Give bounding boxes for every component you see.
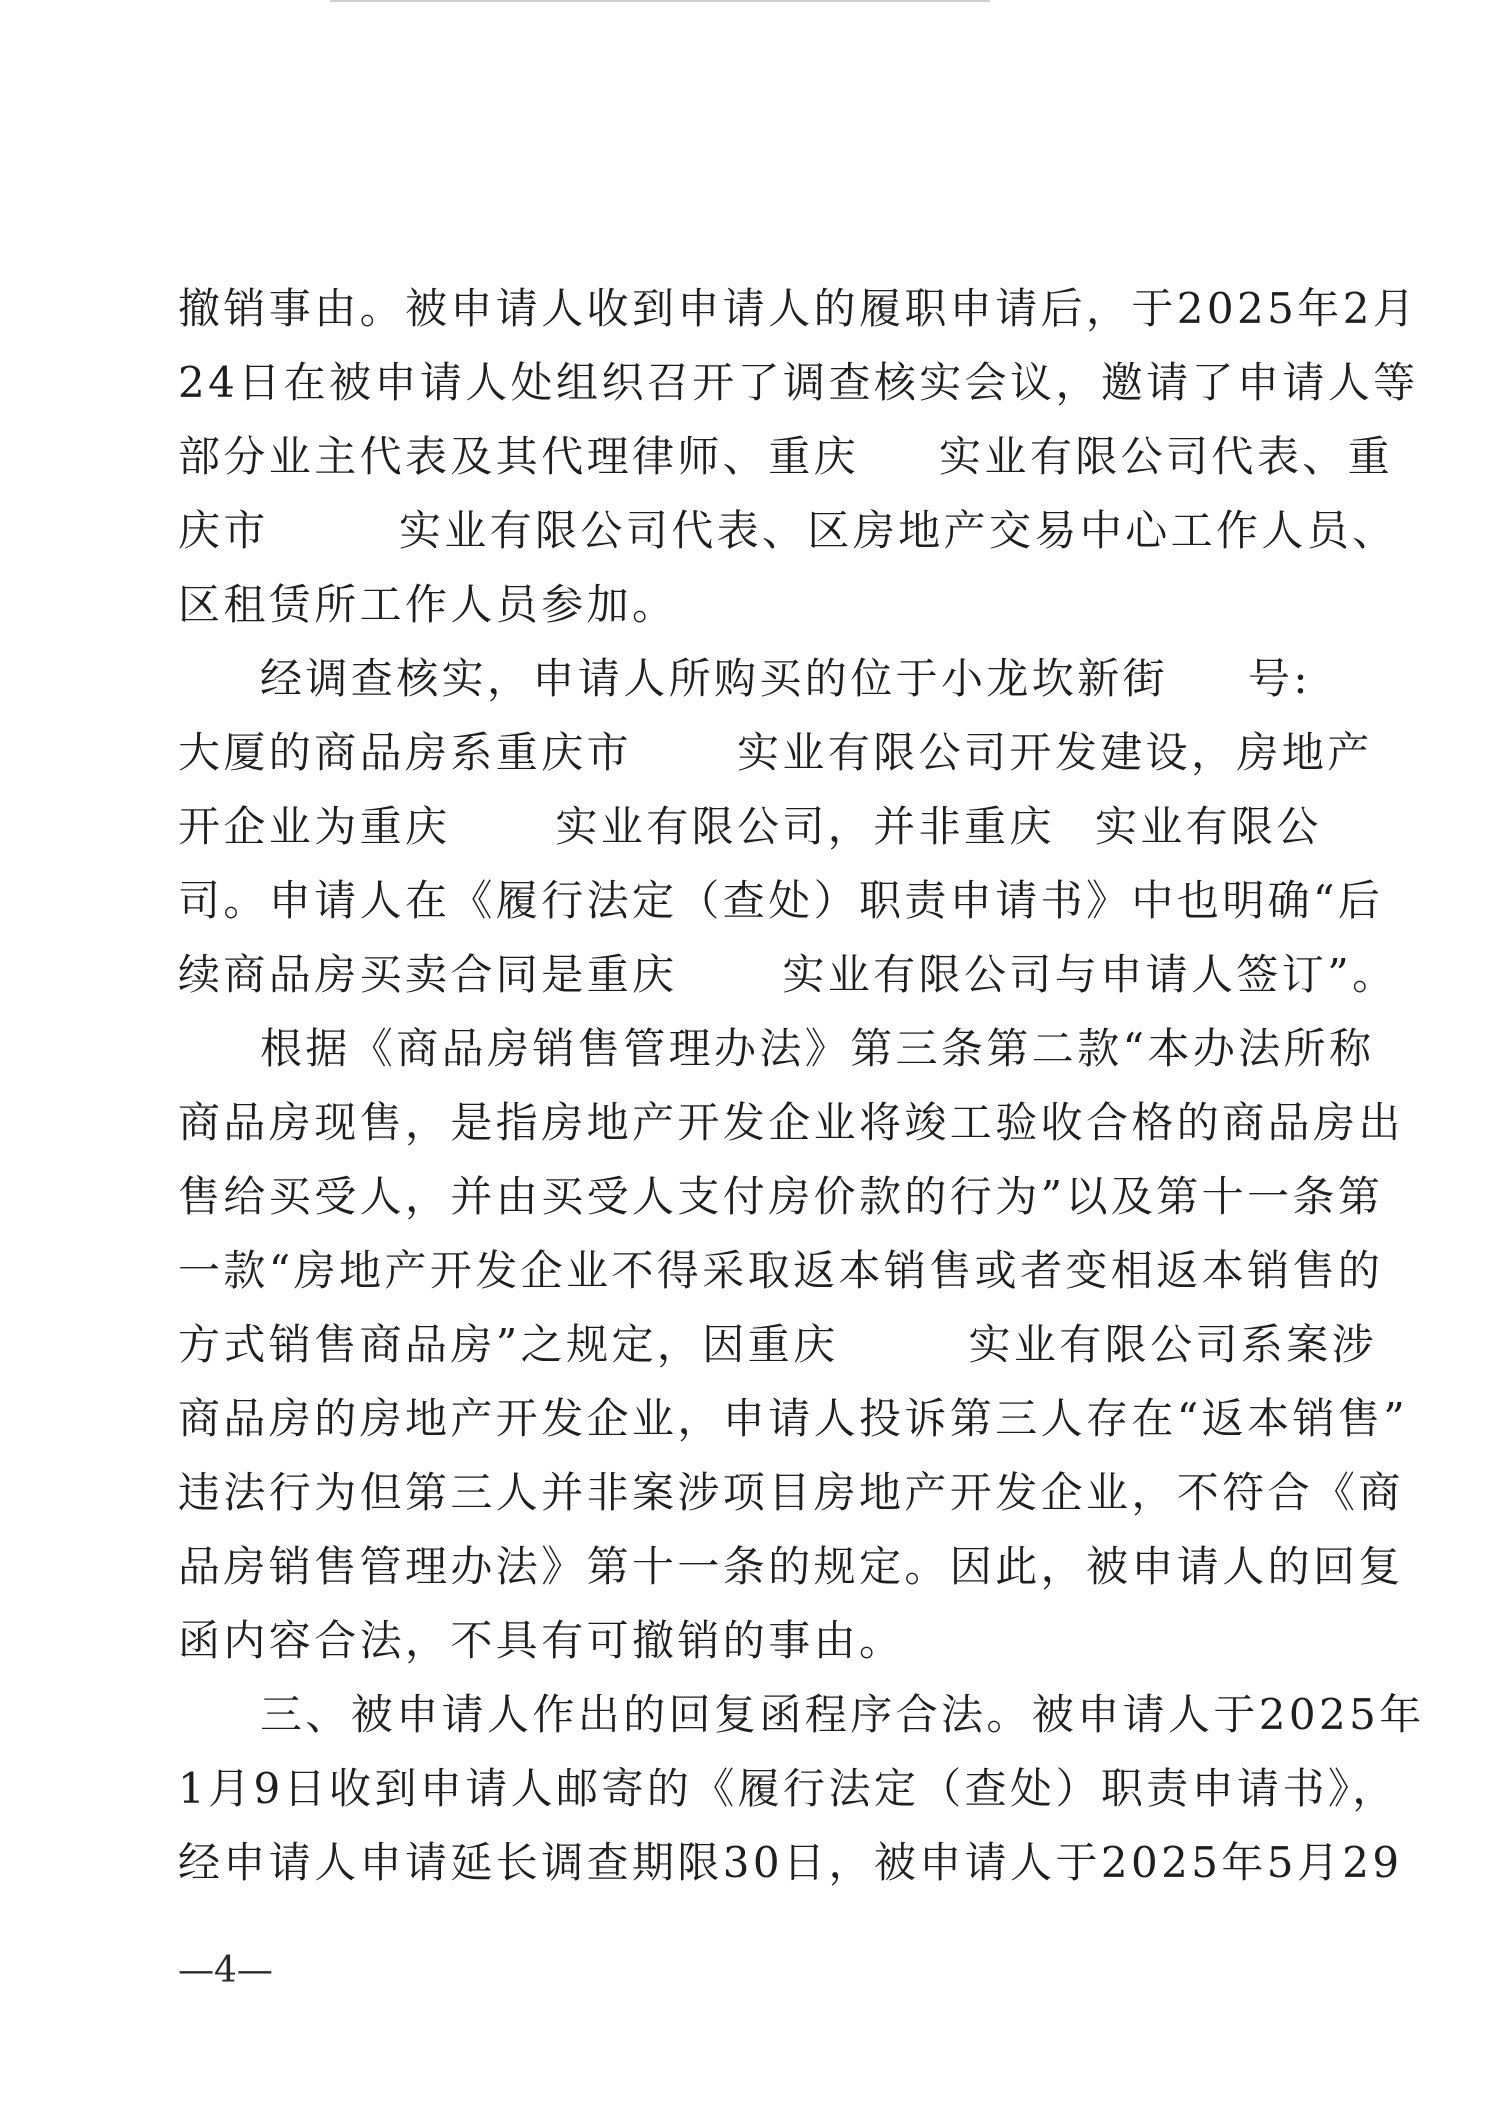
scan-edge: [330, 0, 990, 2]
paragraph-1-line-4: 庆市 实业有限公司代表、区房地产交易中心工作人员、: [178, 506, 1398, 555]
paragraph-3-line-1: 根据《商品房销售管理办法》第三条第二款“本办法所称: [260, 1024, 1375, 1073]
paragraph-3-line-7: 违法行为但第三人并非案涉项目房地产开发企业，不符合《商: [178, 1468, 1404, 1517]
paragraph-2-line-1: 经调查核实，申请人所购买的位于小龙坎新街 号:: [260, 654, 1311, 703]
paragraph-3-line-3: 售给买受人，并由买受人支付房价款的行为”以及第十一条第: [178, 1172, 1384, 1221]
paragraph-1-line-1: 撤销事由。被申请人收到申请人的履职申请后，于2025年2月: [178, 284, 1419, 333]
paragraph-3-line-8: 品房销售管理办法》第十一条的规定。因此，被申请人的回复: [178, 1542, 1404, 1591]
paragraph-4-line-2: 1月9日收到申请人邮寄的《履行法定（查处）职责申请书》，: [178, 1764, 1398, 1813]
paragraph-2-line-2: 大厦的商品房系重庆市 实业有限公司开发建设，房地产: [178, 728, 1373, 777]
paragraph-2-line-3: 开企业为重庆 实业有限公司，并非重庆 实业有限公: [178, 802, 1322, 851]
document-body: [178, 272, 1425, 1900]
paragraph-2-line-4: 司。申请人在《履行法定（查处）职责申请书》中也明确“后: [178, 876, 1384, 925]
paragraph-3-line-4: 一款“房地产开发企业不得采取返本销售或者变相返本销售的: [178, 1246, 1384, 1295]
paragraph-1-line-2: 24日在被申请人处组织召开了调查核实会议，邀请了申请人等: [178, 358, 1419, 407]
paragraph-1-line-5: 区租赁所工作人员参加。: [178, 580, 678, 629]
paragraph-4-line-3: 经申请人申请延长调查期限30日，被申请人于2025年5月29: [178, 1838, 1403, 1887]
paragraph-3-line-6: 商品房的房地产开发企业，申请人投诉第三人存在“返本销售”: [178, 1394, 1409, 1443]
paragraph-2-line-5: 续商品房买卖合同是重庆 实业有限公司与申请人签订”。: [178, 950, 1398, 999]
paragraph-3-line-9: 函内容合法，不具有可撤销的事由。: [178, 1616, 905, 1665]
paragraph-4-line-1: 三、被申请人作出的回复函程序合法。被申请人于2025年: [260, 1690, 1425, 1739]
paragraph-1-line-3: 部分业主代表及其代理律师、重庆 实业有限公司代表、重: [178, 432, 1394, 481]
paragraph-3-line-2: 商品房现售，是指房地产开发企业将竣工验收合格的商品房出: [178, 1098, 1404, 1147]
page-number: —4—: [178, 1950, 273, 1991]
paragraph-3-line-5: 方式销售商品房”之规定，因重庆 实业有限公司系案涉: [178, 1320, 1378, 1369]
